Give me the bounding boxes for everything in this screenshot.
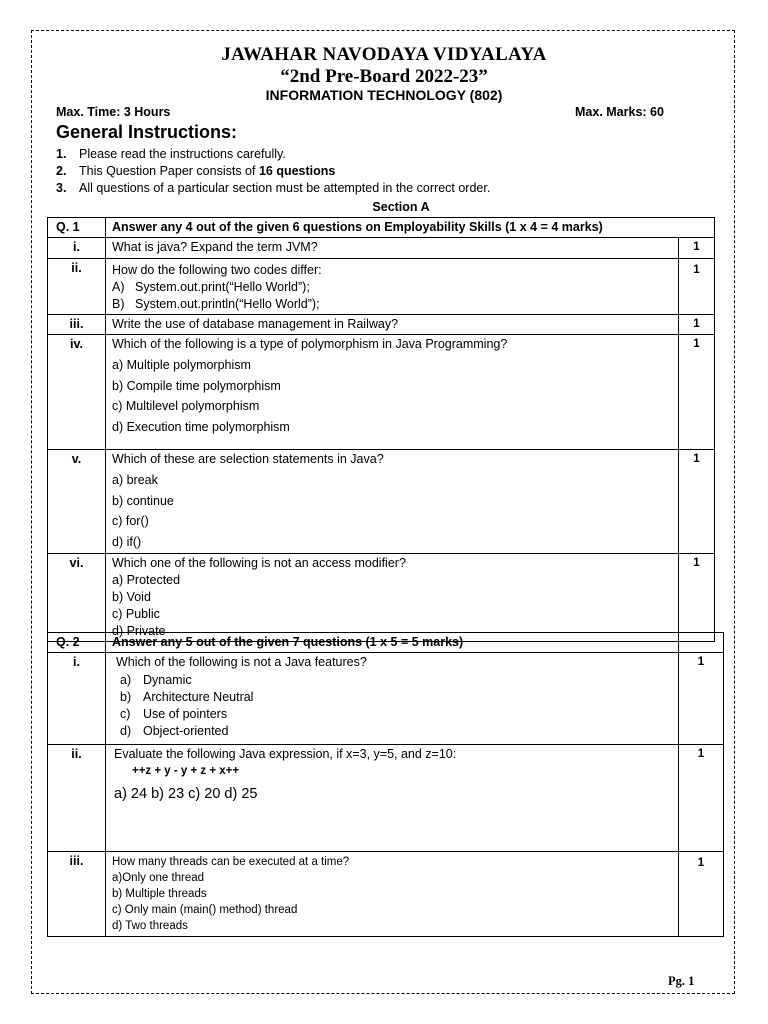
part-content	[106, 335, 679, 450]
part-text: How do the following two codes differ:	[112, 263, 322, 277]
instruction-bold-text: 16 questions	[258, 164, 336, 178]
option: b) Void	[112, 590, 151, 604]
option: c) Multilevel polymorphism	[112, 399, 260, 413]
question-1-table	[47, 217, 715, 642]
option: d) Two threads	[112, 920, 188, 932]
option: d) Private	[112, 624, 166, 638]
section-title: Section A	[372, 200, 430, 214]
option: b) Multiple threads	[112, 888, 207, 900]
part-text: What is java? Expand the term JVM?	[106, 238, 679, 259]
part-number: iv.	[48, 335, 106, 450]
part-marks: 1	[679, 315, 715, 335]
option	[116, 672, 672, 689]
option-text: Dynamic	[143, 673, 192, 687]
part-marks: 1	[679, 259, 715, 315]
part-number: ii.	[48, 259, 106, 315]
part-text: Write the use of database management in Railway?	[106, 315, 679, 335]
option-text: Architecture Neutral	[143, 690, 254, 704]
part-content	[106, 653, 679, 745]
option: a) Multiple polymorphism	[112, 358, 251, 372]
part-content	[106, 259, 679, 315]
table-row	[48, 259, 715, 315]
subject-title: INFORMATION TECHNOLOGY (802)	[265, 87, 503, 103]
question-heading: Answer any 5 out of the given 7 questions (1 x 5 = 5 marks)	[106, 633, 679, 653]
part-number: iii.	[48, 852, 106, 937]
instructions-heading: General Instructions:	[56, 122, 238, 142]
option-letter: b)	[120, 690, 132, 704]
option-letter: A)	[112, 280, 125, 294]
table-row	[48, 315, 715, 335]
expression: ++z + y - y + z + x++	[132, 765, 240, 777]
option-text: Object-oriented	[143, 724, 229, 738]
instruction-number: 2.	[56, 164, 67, 178]
instruction-item	[56, 181, 490, 195]
instruction-item	[56, 147, 286, 161]
part-text: Which of the following is not a Java features?	[116, 655, 367, 669]
table-row	[48, 745, 724, 852]
exam-title: “2nd Pre-Board 2022-23”	[280, 66, 488, 87]
part-text: How many threads can be executed at a time?	[112, 856, 350, 868]
option: c) Public	[112, 607, 160, 621]
question-heading: Answer any 4 out of the given 6 questions on Employability Skills (1 x 4 = 4 marks)	[106, 218, 715, 238]
part-number: v.	[48, 450, 106, 554]
option-text: System.out.print(“Hello World”);	[135, 280, 310, 294]
table-row	[48, 633, 724, 653]
instruction-text: All questions of a particular section must be attempted in the correct order.	[79, 181, 491, 195]
option: a) break	[112, 473, 158, 487]
table-row	[48, 335, 715, 450]
question-number: Q. 1	[48, 218, 106, 238]
school-name: JAWAHAR NAVODAYA VIDYALAYA	[221, 44, 547, 65]
empty-cell	[679, 633, 724, 653]
table-row	[48, 450, 715, 554]
part-number: ii.	[48, 745, 106, 852]
option-text: Use of pointers	[143, 707, 228, 721]
option	[116, 689, 672, 706]
option: c) Only main (main() method) thread	[112, 904, 298, 916]
part-marks: 1	[679, 852, 724, 937]
part-content	[106, 852, 679, 937]
max-time: Max. Time: 3 Hours	[56, 105, 171, 119]
table-row	[48, 218, 715, 238]
option-letter: d)	[120, 724, 132, 738]
instruction-text: This Question Paper consists of	[79, 164, 259, 178]
max-marks: Max. Marks: 60	[575, 105, 664, 119]
part-marks: 1	[679, 238, 715, 259]
option-letter: B)	[112, 297, 125, 311]
option: d) if()	[112, 534, 142, 549]
part-marks: 1	[679, 554, 715, 642]
part-number: i.	[48, 238, 106, 259]
option-letter: a)	[120, 673, 132, 687]
table-row	[48, 653, 724, 745]
part-content	[106, 745, 679, 852]
part-text: Which of these are selection statements in Java?	[112, 452, 384, 466]
option-text: System.out.println(“Hello World”);	[135, 297, 320, 311]
instruction-text: Please read the instructions carefully.	[79, 147, 286, 161]
part-text: Which one of the following is not an access modifier?	[112, 556, 406, 570]
part-number: i.	[48, 653, 106, 745]
table-row	[48, 852, 724, 937]
part-text: Which of the following is a type of polymorphism in Java Programming?	[112, 337, 508, 351]
option	[112, 296, 672, 313]
option-letter: c)	[120, 707, 131, 721]
part-marks: 1	[679, 450, 715, 554]
part-marks: 1	[679, 653, 724, 745]
table-row	[48, 238, 715, 259]
question-number: Q. 2	[48, 633, 106, 653]
part-content	[106, 450, 679, 554]
question-2-table	[47, 632, 724, 937]
page-number: Pg. 1	[668, 974, 695, 988]
answer-options: a) 24 b) 23 c) 20 d) 25	[114, 786, 258, 802]
part-marks: 1	[679, 745, 724, 852]
option	[112, 279, 672, 296]
option: a)Only one thread	[112, 872, 205, 884]
part-content	[106, 554, 679, 642]
instruction-number: 3.	[56, 181, 67, 195]
option: d) Execution time polymorphism	[112, 419, 290, 434]
option: b) Compile time polymorphism	[112, 378, 281, 393]
part-text: Evaluate the following Java expression, if x=3, y=5, and z=10:	[114, 747, 457, 761]
table-row	[48, 554, 715, 642]
part-marks: 1	[679, 335, 715, 450]
option: b) continue	[112, 493, 174, 508]
instruction-number: 1.	[56, 147, 67, 161]
part-number: vi.	[48, 554, 106, 642]
option: c) for()	[112, 514, 149, 528]
option	[116, 723, 672, 740]
option: a) Protected	[112, 573, 181, 587]
instruction-item	[56, 164, 335, 178]
part-number: iii.	[48, 315, 106, 335]
option	[116, 706, 672, 723]
